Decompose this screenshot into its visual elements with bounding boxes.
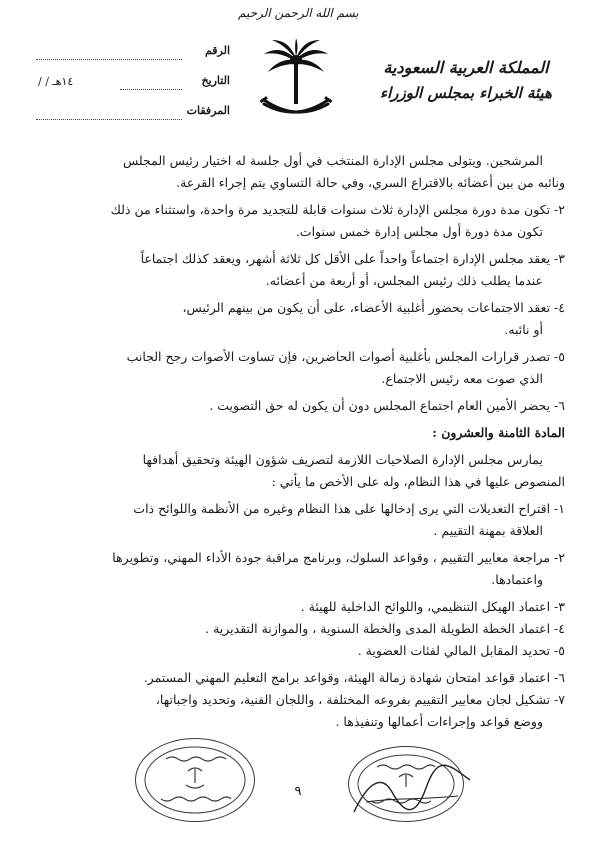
attachments-field <box>30 104 230 124</box>
list-item-a6: ٦- يحضر الأمين العام اجتماع المجلس دون أن يكون له حق التصويت . <box>209 398 565 413</box>
list-item-b6: ٦- اعتماد قواعد امتحان شهادة زمالة الهيئة، وقواعد برامج التعليم المهني المستمر. <box>143 670 565 685</box>
list-item-a4: ٤- تعقد الاجتماعات بحضور أغلبية الأعضاء، على أن يكون من بينهم الرئيس، <box>182 300 565 315</box>
date-label: التاريخ <box>201 74 230 87</box>
article-heading: المادة الثامنة والعشرون : <box>432 425 565 440</box>
list-item-a5: ٥- تصدر قرارات المجلس بأغلبية أصوات الحاضرين، فإن تساوت الأصوات رجح الجانب <box>126 349 565 364</box>
list-item-b7-cont: ووضع قواعد وإجراءات أعمالها وتنفيذها . <box>335 714 543 729</box>
org-name-line2: هيئة الخبراء بمجلس الوزراء <box>380 84 552 102</box>
list-item-a3-cont: عندما يطلب ذلك رئيس المجلس، أو أربعة من أعضائه. <box>265 273 543 288</box>
attachments-label: المرفقات <box>186 104 230 117</box>
list-item-a2: ٢- تكون مدة دورة مجلس الإدارة ثلاث سنوات قابلة للتجديد مرة واحدة، واستثناء من ذلك <box>110 202 565 217</box>
basmala: بسم الله الرحمن الرحيم <box>238 6 359 20</box>
list-item-a5-cont: الذي صوت معه رئيس الاجتماع. <box>381 371 543 386</box>
official-seal-left-icon <box>135 738 255 822</box>
reference-line <box>36 59 182 60</box>
list-item-a4-cont: أو نائبه. <box>504 322 543 337</box>
page-number: ٩ <box>294 784 302 799</box>
article-intro-line: المنصوص عليها في هذا النظام، وله على الأخص ما يأتي : <box>271 474 565 489</box>
org-name-line1: المملكة العربية السعودية <box>383 58 549 77</box>
list-item-b2: ٢- مراجعة معايير التقييم ، وقواعد السلوك، وبرنامج مراقبة جودة الأداء المهني، وتطويرها <box>112 550 565 565</box>
list-item-b3: ٣- اعتماد الهيكل التنظيمي، واللوائح الداخلية للهيئة . <box>300 599 565 614</box>
list-item-a3: ٣- يعقد مجلس الإدارة اجتماعاً واحداً على الأقل كل ثلاثة أشهر، ويعقد كذلك اجتماعاً <box>140 251 565 266</box>
list-item-b2-cont: واعتمادها. <box>491 572 543 587</box>
intro-line: المرشحين. ويتولى مجلس الإدارة المنتخب في أول جلسة له اختيار رئيس المجلس <box>122 153 543 168</box>
reference-label: الرقم <box>204 44 230 57</box>
reference-number-field <box>30 44 230 64</box>
date-value: / / ١٤هـ <box>38 75 74 88</box>
list-item-b7: ٧- تشكيل لجان معايير التقييم بفروعه المختلفة ، واللجان الفنية، وتحديد واجباتها، <box>155 692 565 707</box>
handwritten-signature-icon <box>348 752 476 826</box>
intro-line: ونائبه من بين أعضائه بالاقتراع السري، وفي حالة التساوي يتم إجراء القرعة. <box>176 175 565 190</box>
document-body <box>30 150 565 733</box>
list-item-b1-cont: العلاقة بمهنة التقييم . <box>433 523 543 538</box>
date-field <box>30 74 230 94</box>
list-item-a2-cont: تكون مدة دورة أول مجلس إدارة خمس سنوات. <box>295 224 543 239</box>
palm-and-swords-emblem-icon <box>256 38 336 128</box>
list-item-b1: ١- اقتراح التعديلات التي يرى إدخالها على هذا النظام وغيره من الأنظمة واللوائح ذات <box>133 501 565 516</box>
list-item-b5: ٥- تحديد المقابل المالي لفئات العضوية . <box>357 643 565 658</box>
date-line <box>120 89 182 90</box>
attachments-line <box>36 119 182 120</box>
article-intro-line: يمارس مجلس الإدارة الصلاحيات اللازمة لتصريف شؤون الهيئة وتحقيق أهدافها <box>142 452 543 467</box>
list-item-b4: ٤- اعتماد الخطة الطويلة المدى والخطة السنوية ، والموازنة التقديرية . <box>205 621 565 636</box>
